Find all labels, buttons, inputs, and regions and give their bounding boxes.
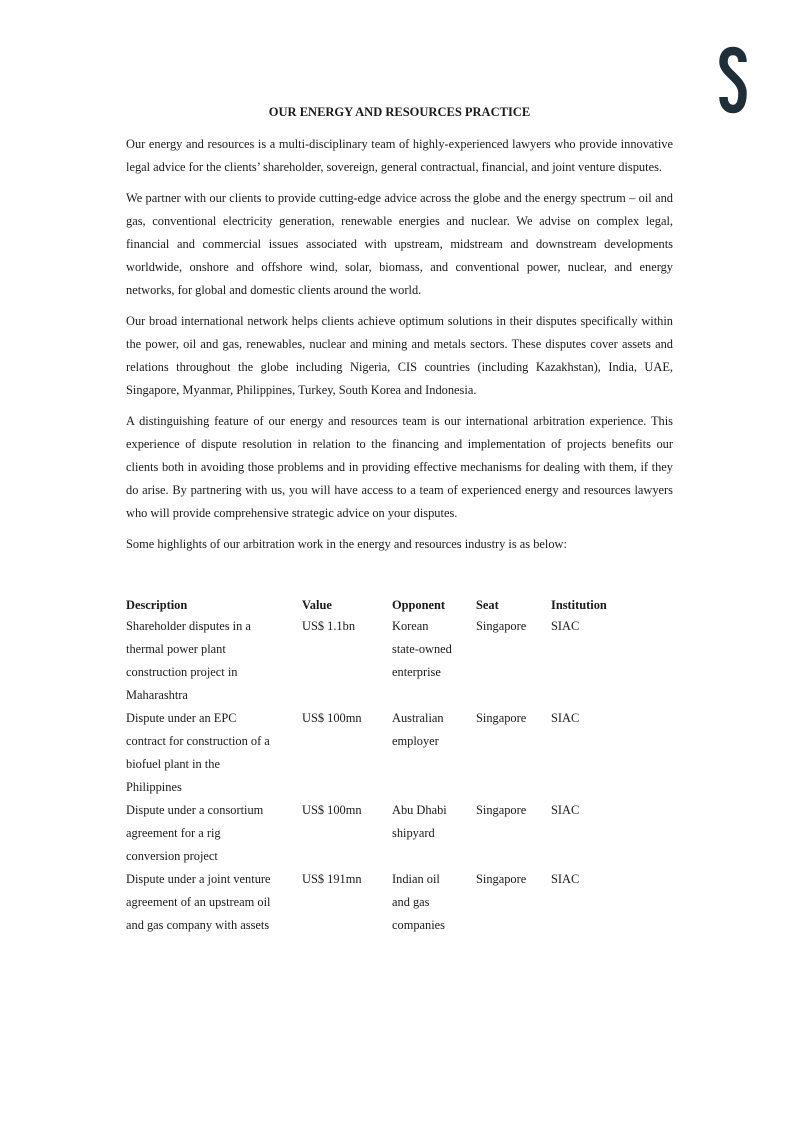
arbitration-paragraph: A distinguishing feature of our energy and resources team is our international arbitration experience. This experience of dispute resolution in relation to the financing and implementation of projects benefits our clients both in avoiding those problems and in providing effective mechanisms for dealing with them, if they do arise. By partnering with us, you will have access to a team of experienced energy and resources lawyers who will provide comprehensive strategic advice on your disputes. <box>126 414 673 520</box>
table-row <box>126 707 641 799</box>
partner-paragraph: We partner with our clients to provide cutting-edge advice across the globe and the energy spectrum – oil and gas, conventional electricity generation, renewable energies and nuclear. We advise on complex legal, financial and commercial issues associated with upstream, midstream and downstream developments worldwide, onshore and offshore wind, solar, biomass, and conventional power, nuclear, and energy networks, for global and domestic clients around the world. <box>126 191 673 297</box>
cell-opponent: Abu Dhabi shipyard <box>392 803 447 840</box>
cell-value: US$ 100mn <box>302 711 362 725</box>
logo-s-top-cap <box>733 51 743 62</box>
cell-opponent: Australian employer <box>392 711 444 748</box>
header-institution: Institution <box>551 598 607 612</box>
intro-paragraph: Our energy and resources is a multi-disciplinary team of highly-experienced lawyers who provide innovative legal advice for the clients’ shareholder, sovereign, general contractual, financial, and joint venture disputes. <box>126 137 673 174</box>
cell-institution: SIAC <box>551 803 580 817</box>
table-row <box>126 615 641 707</box>
table-row <box>126 799 641 868</box>
firm-logo <box>719 46 747 114</box>
table-header-row <box>126 595 641 615</box>
arbitration-highlights-table <box>126 595 641 937</box>
cell-seat: Singapore <box>476 872 527 886</box>
document-body <box>126 104 673 556</box>
cell-value: US$ 100mn <box>302 803 362 817</box>
cell-seat: Singapore <box>476 711 527 725</box>
header-value: Value <box>302 598 332 612</box>
cell-seat: Singapore <box>476 803 527 817</box>
cell-institution: SIAC <box>551 711 580 725</box>
cell-institution: SIAC <box>551 872 580 886</box>
cell-seat: Singapore <box>476 619 527 633</box>
cell-description: Dispute under a joint venture agreement of an upstream oil and gas company with assets <box>126 872 271 932</box>
page-title: OUR ENERGY AND RESOURCES PRACTICE <box>268 105 531 119</box>
table-row <box>126 868 641 937</box>
cell-value: US$ 1.1bn <box>302 619 356 633</box>
network-paragraph: Our broad international network helps clients achieve optimum solutions in their disputes specifically within the power, oil and gas, renewables, nuclear and mining and metals sectors. These disputes cover assets and relations throughout the globe including Nigeria, CIS countries (including Kazakhstan), India, UAE, Singapore, Myanmar, Philippines, Turkey, South Korea and Indonesia. <box>126 314 673 397</box>
header-description: Description <box>126 598 188 612</box>
header-opponent: Opponent <box>392 598 446 612</box>
cell-description: Shareholder disputes in a thermal power plant construction project in Maharashtra <box>126 619 251 702</box>
cell-value: US$ 191mn <box>302 872 362 886</box>
cell-description: Dispute under a consortium agreement for a rig conversion project <box>126 803 264 863</box>
cell-description: Dispute under an EPC contract for construction of a biofuel plant in the Philippines <box>126 711 270 794</box>
cell-opponent: Indian oil and gas companies <box>392 872 445 932</box>
cell-opponent: Korean state-owned enterprise <box>392 619 452 679</box>
header-seat: Seat <box>476 598 499 612</box>
highlights-intro-paragraph: Some highlights of our arbitration work in the energy and resources industry is as below: <box>126 537 567 551</box>
cell-institution: SIAC <box>551 619 580 633</box>
